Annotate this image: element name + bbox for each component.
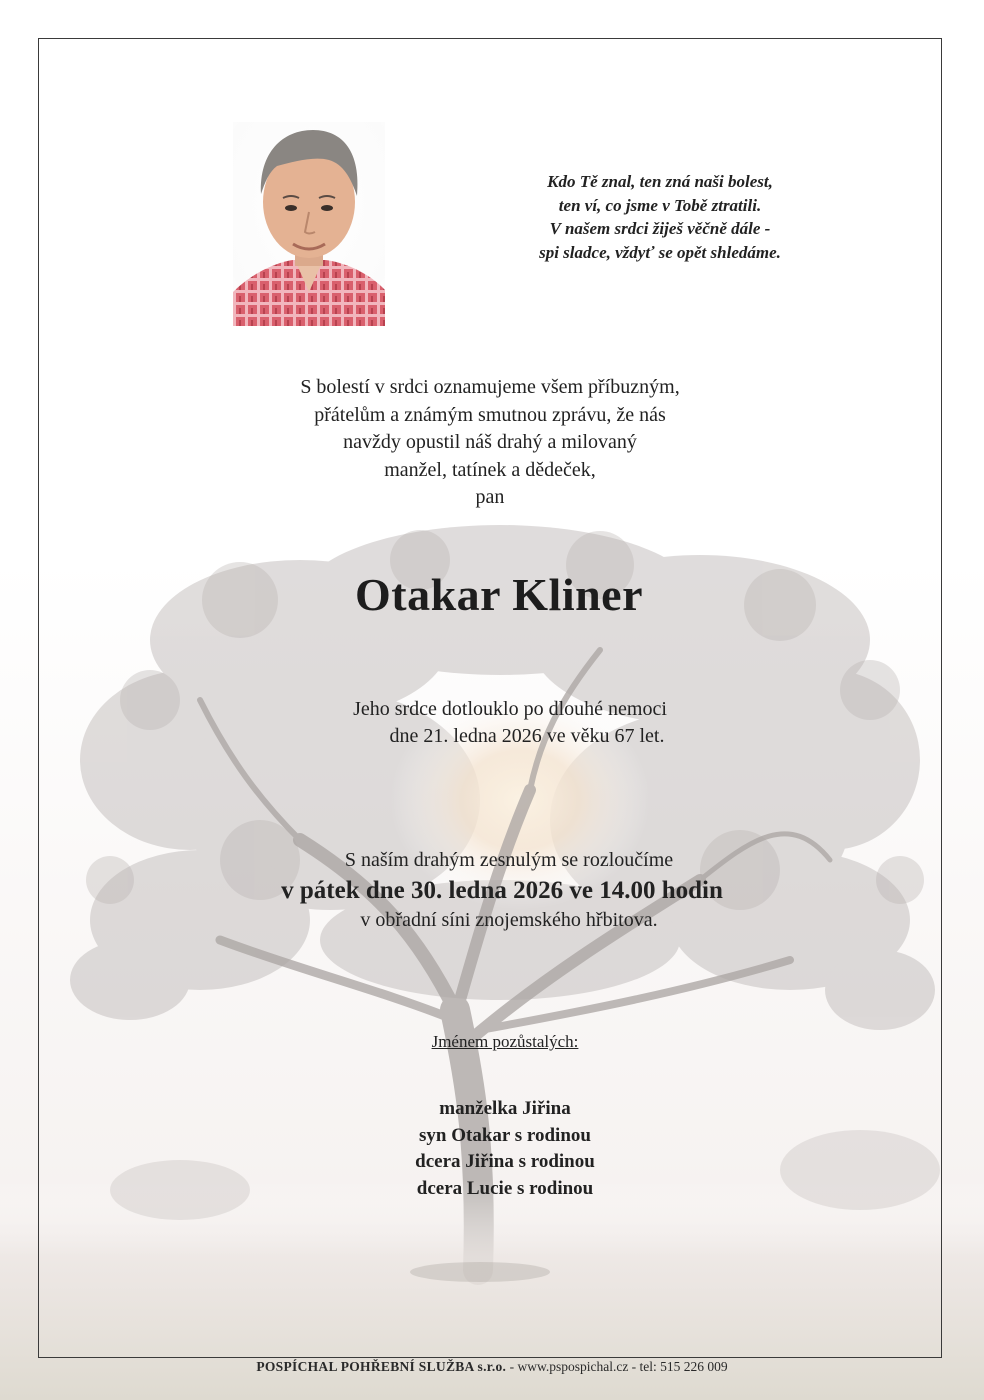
announcement-line: pan (475, 486, 505, 508)
poem-line: ten ví, co jsme v Tobě ztratili. (558, 195, 762, 215)
survivor-item: syn Otakar s rodinou (419, 1124, 591, 1146)
farewell-date-time: v pátek dne 30. ledna 2026 ve 14.00 hodin (281, 877, 723, 904)
memorial-poem (470, 170, 850, 264)
death-notice-line: Jeho srdce dotlouklo po dlouhé nemoci (353, 698, 667, 720)
survivor-item: dcera Lucie s rodinou (416, 1177, 594, 1199)
deceased-name: Otakar Kliner (354, 569, 644, 620)
survivor-item: dcera Jiřina s rodinou (415, 1151, 595, 1172)
person-portrait-icon (233, 122, 385, 326)
footer-firm-name: POSPÍCHAL POHŘEBNÍ SLUŽBA s.r.o. (256, 1359, 507, 1374)
survivors-title: Jménem pozůstalých: (431, 1032, 579, 1051)
death-date-line: dne 21. ledna 2026 ve věku 67 let. (389, 725, 665, 747)
announcement-line: navždy opustil náš drahý a milovaný (343, 431, 637, 453)
portrait-photo (233, 122, 385, 326)
poem-line: V našem srdci žiješ věčně dále - (549, 219, 771, 238)
poem-line: spi sladce, vždyť se opět shledáme. (539, 242, 781, 262)
footer-contact: - www.pspospichal.cz - tel: 515 226 009 (506, 1359, 728, 1374)
farewell-place: v obřadní síni znojemského hřbitova. (360, 909, 658, 931)
farewell-info (200, 846, 804, 935)
survivor-item: manželka Jiřina (439, 1098, 571, 1119)
death-notice (230, 696, 790, 750)
poem-line: Kdo Tě znal, ten zná naši bolest, (547, 172, 773, 191)
announcement-line: S bolestí v srdci oznamujeme všem příbuzným, (300, 376, 680, 398)
announcement-line: přátelům a známým smutnou zprávu, že nás (314, 403, 666, 426)
survivors-list (340, 1096, 670, 1202)
footer (120, 1358, 864, 1376)
farewell-intro: S naším drahým zesnulým se rozloučíme (344, 849, 674, 871)
announcement-line: manžel, tatínek a dědeček, (384, 458, 596, 481)
announcement (230, 374, 750, 512)
